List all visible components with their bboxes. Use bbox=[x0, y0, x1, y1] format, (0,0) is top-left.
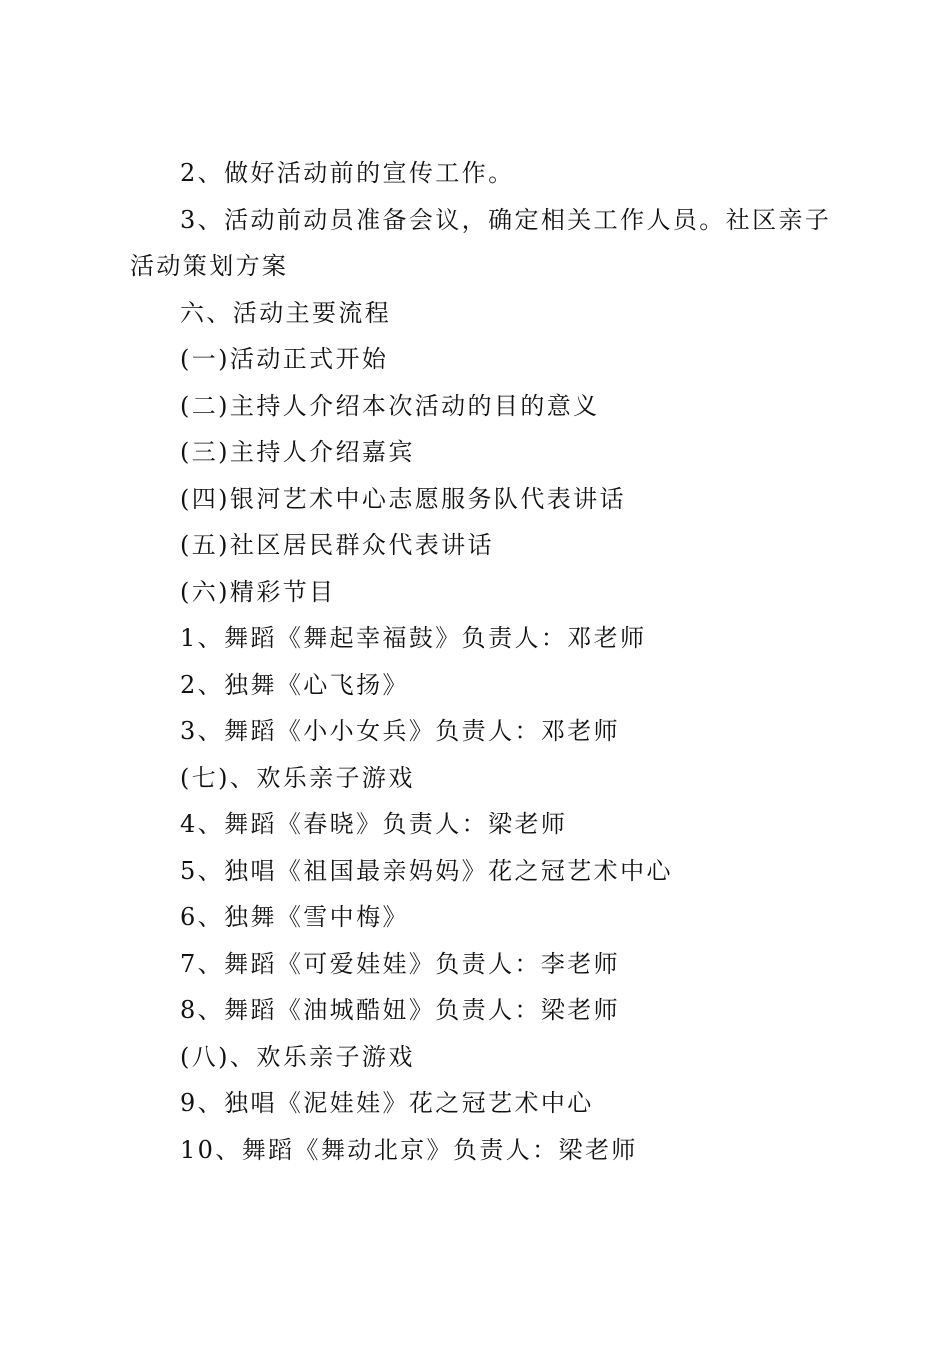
paragraph-line: (二)主持人介绍本次活动的目的意义 bbox=[180, 391, 600, 420]
program-item: 7、舞蹈《可爱娃娃》负责人：李老师 bbox=[180, 949, 621, 978]
program-item: 3、舞蹈《小小女兵》负责人：邓老师 bbox=[180, 717, 621, 745]
program-item: 1、舞蹈《舞起幸福鼓》负责人：邓老师 bbox=[180, 624, 647, 652]
program-item: 9、独唱《泥娃娃》花之冠艺术中心 bbox=[180, 1089, 594, 1117]
program-item: 4、舞蹈《春晓》负责人：梁老师 bbox=[180, 810, 568, 838]
paragraph-line: (四)银河艺术中心志愿服务队代表讲话 bbox=[180, 484, 626, 513]
paragraph-line: (六)精彩节目 bbox=[180, 577, 336, 606]
program-item: 6、独舞《雪中梅》 bbox=[180, 903, 409, 931]
paragraph-line: (五)社区居民群众代表讲话 bbox=[180, 531, 494, 559]
paragraph-line: (三)主持人介绍嘉宾 bbox=[180, 438, 415, 466]
program-item: 10、舞蹈《舞动北京》负责人：梁老师 bbox=[180, 1135, 638, 1164]
paragraph-line: 3、活动前动员准备会议，确定相关工作人员。社区亲子 bbox=[180, 205, 832, 234]
document-body bbox=[130, 150, 832, 1173]
program-item: 2、独舞《心飞扬》 bbox=[180, 670, 409, 699]
paragraph-line: 2、做好活动前的宣传工作。 bbox=[180, 159, 515, 187]
program-item: 8、舞蹈《油城酷妞》负责人：梁老师 bbox=[180, 996, 621, 1024]
paragraph-line-continuation: 活动策划方案 bbox=[130, 252, 289, 280]
paragraph-line: (一)活动正式开始 bbox=[180, 345, 389, 373]
program-item: 5、独唱《祖国最亲妈妈》花之冠艺术中心 bbox=[180, 856, 673, 885]
paragraph-line: (七)、欢乐亲子游戏 bbox=[180, 763, 415, 792]
paragraph-line: (八)、欢乐亲子游戏 bbox=[180, 1042, 415, 1071]
section-heading: 六、活动主要流程 bbox=[180, 298, 392, 327]
